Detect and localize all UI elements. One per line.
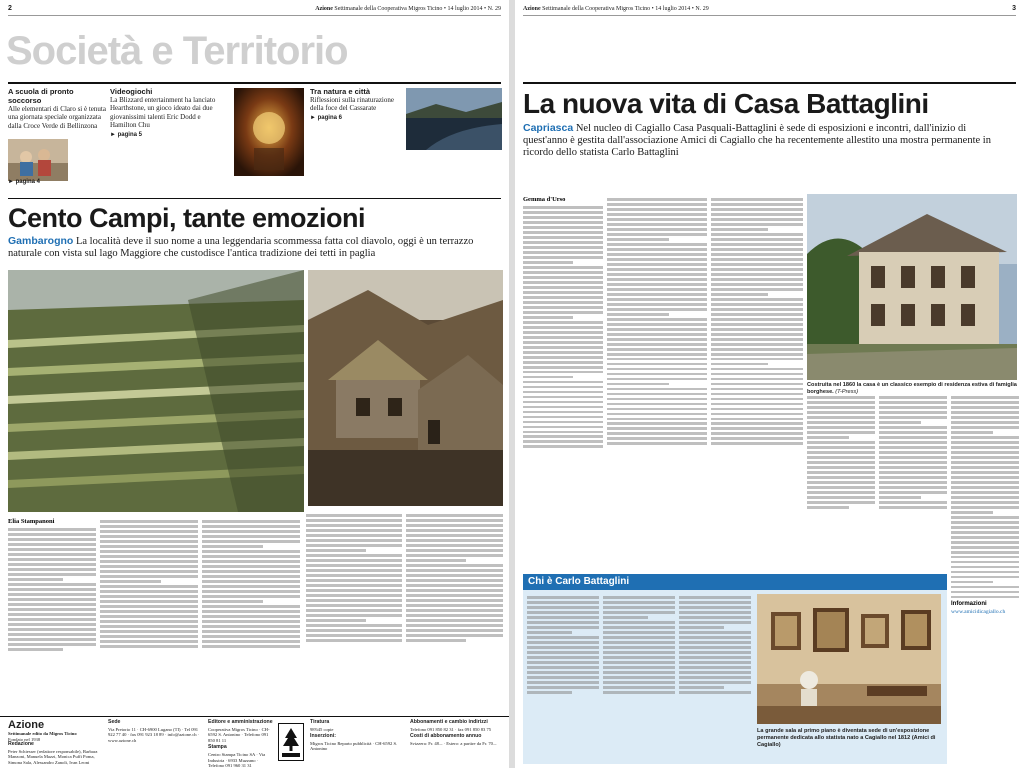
publication-subtitle: Settimanale della Cooperativa Migros Ticino <box>542 5 651 12</box>
teaser-natura-citta[interactable] <box>310 87 406 121</box>
issue-number: N. 29 <box>487 5 501 12</box>
masthead-block <box>8 720 100 766</box>
left-article-header <box>8 198 501 260</box>
page-number: 2 <box>8 5 12 12</box>
headline: La nuova vita di Casa Battaglini <box>523 88 929 119</box>
right-page <box>515 0 1024 768</box>
box-column-1 <box>527 594 599 758</box>
abbonamenti-title: Abbonamenti e cambio indirizzi <box>410 719 488 725</box>
editore-block <box>208 720 274 768</box>
straw-roof-houses-photo <box>308 270 503 506</box>
teaser-row <box>8 82 501 188</box>
article-column-4 <box>306 512 402 708</box>
teaser-videogiochi[interactable] <box>110 87 228 138</box>
article-column-2 <box>100 518 198 708</box>
author: Gemma d'Urso <box>523 196 566 203</box>
children-photo <box>8 139 68 181</box>
teaser-ref-pagina-4[interactable]: ► pagina 4 <box>8 179 40 185</box>
stampa-title: Stampa <box>208 744 227 751</box>
teaser-title: A scuola di pronto soccorso <box>8 87 74 105</box>
issue-number: N. 29 <box>695 5 709 12</box>
photo-credit: (T-Press) <box>835 389 859 395</box>
masthead-name: Azione <box>8 719 45 731</box>
teaser-text: Alle elementari di Claro si è tenuta una giornata speciale organizzata dalla Croce Verde di Bellinzona <box>8 105 106 130</box>
box-title: Chi è Carlo Battaglini <box>523 574 947 590</box>
terraced-fields-photo <box>8 270 304 512</box>
box-column-2 <box>603 594 675 758</box>
teaser-title: Tra natura e città <box>310 87 371 96</box>
carlo-battaglini-box <box>523 574 947 764</box>
inserzioni-title: Inserzioni: <box>310 733 336 740</box>
photo-caption-text: Costruita nel 1860 la casa è un classico esempio di residenza estiva di famiglia borghese. <box>807 382 1017 395</box>
lead-text: Nel nucleo di Cagiallo Casa Pasquali-Battaglini è sede di esposizioni e incontri, dall'inizio di quest'anno è gestita dall'associazione Amici di Cagiallo che ha recentemente allestito una mostra permanente in ricordo dello statista Carlo Battaglini <box>523 123 991 158</box>
article-column-3 <box>202 518 300 708</box>
editore-title: Editore e amministrazione <box>208 719 273 725</box>
article-column-6 <box>951 394 1019 714</box>
section-title: Società e Territorio <box>6 29 348 73</box>
article-column-1 <box>8 518 96 708</box>
tiratura-text: 98'645 copie <box>310 726 334 732</box>
costi-title: Costi di abbonamento annuo <box>410 733 482 740</box>
running-head-left: 2 Azione Settimanale della Cooperativa Migros Ticino • 14 luglio 2014 • N. 29 <box>8 4 501 16</box>
lead <box>523 122 993 159</box>
editore-text: Cooperativa Migros Ticino · CH-6592 S. Antonino · Telefono 091 850 81 11 <box>208 726 270 743</box>
headline: Cento Campi, tante emozioni <box>8 203 366 233</box>
lead-text: La località deve il suo nome a una leggendaria scommessa fatta col diavolo, oggi è un terrazzo naturale con vista sul lago Maggiore che custodisce l'antica tradizione dei tetti in paglia <box>8 236 474 259</box>
running-head-right: Azione Settimanale della Cooperativa Migros Ticino • 14 luglio 2014 • N. 29 3 <box>523 4 1016 16</box>
inserzioni-text: Migros Ticino Reparto pubblicità · CH-6592 S. Antonino <box>310 740 398 752</box>
lead-kicker: Gambarogno <box>8 235 74 247</box>
redazione-text: Peter Schiesser (redattore responsabile), Barbara Manzoni, Manuela Mazzi, Monica Puffi Poma, Simona Sala, Alessandro Zanoli, Ivan Leoni <box>8 748 98 765</box>
article-column-5 <box>879 394 947 574</box>
fsc-tree-icon <box>279 724 303 760</box>
teaser-title: Videogiochi <box>110 87 153 96</box>
article-column-3 <box>711 196 803 566</box>
masthead-founded: Fondato nel 1938 <box>8 736 41 742</box>
article-column-5 <box>406 512 503 708</box>
page-number: 3 <box>1012 5 1016 12</box>
left-page <box>0 0 509 768</box>
article-column-4 <box>807 394 875 574</box>
lead <box>8 235 498 260</box>
info-url[interactable]: www.amicidicagiallo.ch <box>951 608 1006 615</box>
publication-name: Azione <box>523 5 541 12</box>
right-article-header <box>523 82 1016 159</box>
stampa-text: Centro Stampa Ticino SA · Via Industria · 6933 Muzzano · Telefono 091 960 31 31 <box>208 751 266 768</box>
article-column-2 <box>607 196 707 566</box>
teaser-ref: ► pagina 6 <box>310 114 342 121</box>
sede-title: Sede <box>108 719 121 725</box>
teaser-text: La Blizzard entertainment ha lanciato Hearthstone, un gioco ideato dai due giovanissimi talenti Eric Dodd e Hamilton Chu <box>110 96 216 130</box>
cassarate-river-photo <box>406 88 502 150</box>
tiratura-block <box>310 720 406 752</box>
costi-text: Svizzera: Fr. 48.– · Estero: a partire da Fr. 70.– <box>410 740 497 746</box>
exhibition-room-photo <box>757 594 941 724</box>
author: Elia Stampanoni <box>8 518 55 525</box>
fsc-logo <box>278 723 304 761</box>
redazione-title: Redazione <box>8 741 34 748</box>
teaser-text: Riflessioni sulla rinaturazione della foce del Cassarate <box>310 96 394 113</box>
issue-date: 14 luglio 2014 <box>447 5 483 12</box>
box-caption: La grande sala al primo piano è diventata sede di un'esposizione permanente dedicata allo statista nato a Cagiallo nel 1812 (Amici di Cagiallo) <box>757 728 936 748</box>
masthead-sub: Settimanale edito da Migros Ticino <box>8 731 77 736</box>
abbonamenti-text: Telefono 091 850 82 31 · fax 091 850 83 75 <box>410 726 492 732</box>
tiratura-title: Tiratura <box>310 719 330 725</box>
info-title: Informazioni <box>951 601 987 608</box>
masthead-footer <box>0 716 509 768</box>
videogame-art-photo <box>234 88 304 176</box>
publication-subtitle: Settimanale della Cooperativa Migros Ticino <box>334 5 443 12</box>
article-column-1 <box>523 196 603 566</box>
casa-battaglini-photo <box>807 194 1017 380</box>
box-column-3 <box>679 594 751 758</box>
issue-date: 14 luglio 2014 <box>655 5 691 12</box>
abbonamenti-block <box>410 720 504 746</box>
sede-block <box>108 720 204 743</box>
teaser-ref: ► pagina 5 <box>110 131 142 138</box>
publication-name: Azione <box>315 5 333 12</box>
lead-kicker: Capriasca <box>523 122 574 134</box>
sede-text: Via Pretorio 11 · CH-6900 Lugano (TI) · Tel 091 922 77 40 · fax 091 923 18 89 · info@azione.ch · www.azione.ch <box>108 726 200 743</box>
teaser-pronto-soccorso[interactable] <box>8 87 108 130</box>
